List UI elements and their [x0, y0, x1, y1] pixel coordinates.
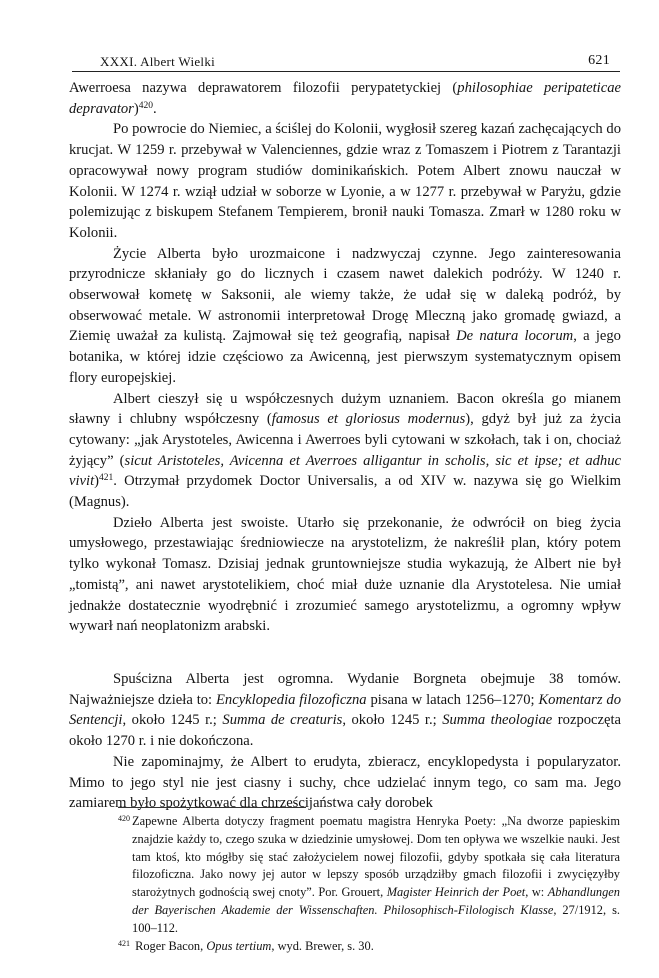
text-run: , a jego botanika, w której idzie częściowo za Awicenną, jest pierwszym systematycznym opisem flory europejskiej. — [69, 328, 621, 386]
italic-text: De natura locorum — [456, 328, 574, 345]
body-text — [69, 78, 621, 814]
text-run: , 27/1912, s. 100–112. — [132, 902, 620, 935]
footnotes — [118, 813, 620, 955]
text-run: Spuścizna Alberta jest ogromna. Wydanie Borgneta obejmuje 38 tomów. Najważniejsze dzieła to: — [69, 670, 621, 708]
running-header — [72, 44, 620, 72]
footnote-reference: 421 — [118, 938, 130, 948]
footnote-reference: 421 — [99, 473, 114, 484]
italic-text: philosophiae peripateticae depravator — [69, 80, 621, 117]
text-run: , około 1245 r.; — [342, 712, 443, 729]
text-run: ), gdyż był już za życia cytowany: „jak Arystoteles, Awicenna i Awerroes byli cytowani w szkołach, tak i on, chociaż żyjący” ( — [69, 411, 621, 469]
italic-text: Magister Heinrich der Poet — [386, 885, 526, 900]
footnote-reference: 420 — [138, 100, 153, 111]
footnote-separator — [118, 807, 306, 808]
paragraph — [69, 669, 621, 752]
footnote-reference: 420 — [118, 814, 130, 823]
text-run: , w: — [525, 885, 548, 900]
text-run: Życie Alberta było urozmaicone i nadzwyczaj czynne. Jego zainteresowania przyrodnicze skłaniały go do licznych i czasem nawet dalekich podróży. W 1240 r. obserwował kometę w Saksonii, ale wiemy także, że udał się w daleką podróż, by obserwować metale. W astronomii interpretował Drogę Mleczną jako gromadę gwiazd, a Ziemię uważał za kulistą. Zajmował się też geografią, napisał — [69, 245, 621, 345]
text-run: . — [152, 100, 157, 117]
italic-text: Summa de creaturis — [222, 712, 343, 729]
italic-text: Abhandlungen der Bayerischen Akademie der Wissenschaften. Philosophisch-Filologisch Klasse — [132, 885, 620, 917]
paragraph — [69, 752, 621, 814]
text-run: Roger Bacon, — [132, 938, 207, 953]
text-run: . Otrzymał przydomek Doctor Universalis, a od XIV w. nazywa się go Wielkim (Magnus). — [69, 473, 621, 511]
italic-text: famosus et gloriosus modernus — [271, 411, 466, 428]
text-run: Zapewne Alberta dotyczy fragment poematu magistra Henryka Poety: „Na dworze papieskim znajdzie każdy to, czego szuka w dziedzinie umysłowej. Dom ten opływa we wszelkie nauki. Jest tam ktoś, kto mógłby się stać założycielem nowej filozofii, gdyby spotkała się cała literatura filozoficzna. Jako nowy jej autor w lepszy sposób urządziłby gmach filozofii i zwycięzyłby starożytnych godnością swej cnoty”. Por. Grouert, — [132, 814, 620, 900]
paragraph — [69, 244, 621, 389]
footnote — [118, 938, 620, 956]
text-run: , około 1245 r.; — [122, 712, 223, 729]
text-run: Awerroesa nazywa deprawatorem filozofii perypatetyckiej ( — [69, 80, 458, 96]
italic-text: Summa theologiae — [442, 712, 553, 729]
header-rule — [72, 71, 620, 72]
text-run: , wyd. Brewer, s. 30. — [271, 938, 374, 953]
footnote — [118, 813, 620, 938]
italic-text: Komentarz do Sentencji — [69, 691, 621, 729]
italic-text: Opus tertium — [206, 938, 272, 953]
paragraph — [69, 389, 621, 513]
text-run: ) — [94, 473, 99, 490]
text-run: Albert cieszył się u współczesnych dużym uznaniem. Bacon określa go mianem sławny i chlubny współczesny ( — [69, 390, 621, 428]
page-number: 621 — [588, 53, 610, 68]
italic-text: sicut Aristoteles, Avicenna et Averroes alligantur in scholis, sic et ipse; et adhuc vivit — [69, 452, 621, 490]
paragraph — [69, 119, 621, 243]
italic-text: Encyklopedia filozoficzna — [216, 691, 367, 708]
text-run: Dzieło Alberta jest swoiste. Utarło się przekonanie, że odwrócił on bieg życia umysłowego, przestawiając średniowiecze na arystotelizm, że nakreślił plan, który potem tylko wykonał Tomasz. Dzisiaj jednak gruntowniejsze studia wykazują, że Albert nie był „tomistą”, ani nawet arystotelikiem, choć miał duże uznanie dla Arystotelesa. Nie umiał jednakże dostatecznie wyodrębnić i zrozumieć samego arystotelizmu, a ogromny wpływ wywarł nań neoplatonizm arabski. — [69, 514, 621, 635]
text-run: Nie zapominajmy, że Albert to erudyta, zbieracz, encyklopedysta i popularyzator. Mimo to jego styl nie jest ciasny i suchy, chce udzielać innym tego, co sam ma. Jego zamiarem było spożytkować dla chrześcijaństwa cały dorobek — [69, 753, 621, 812]
section-gap — [69, 637, 621, 669]
text-run: Po powrocie do Niemiec, a ściślej do Kolonii, wygłosił szereg kazań zachęcających do krucjat. W 1259 r. przebywał w Valenciennes, gdzie wraz z Tomaszem i Piotrem z Tarantazji opracowywał nowy program studiów dominikańskich. Potem Albert znowu nauczał w Kolonii. W 1274 r. wziął udział w soborze w Lyonie, a w 1277 r. przebywał w Paryżu, gdzie polemizując z biskupem Stefanem Tempierem, bronił nauki Tomasza. Zmarł w 1280 roku w Kolonii. — [69, 121, 621, 241]
chapter-title: XXXI. Albert Wielki — [100, 54, 216, 69]
text-run: ) — [133, 100, 139, 117]
paragraph — [69, 78, 621, 119]
text-run: rozpoczęta około 1270 r. i nie dokończona. — [69, 712, 621, 750]
text-run: pisana w latach 1256–1270; — [366, 691, 539, 708]
paragraph — [69, 513, 621, 637]
